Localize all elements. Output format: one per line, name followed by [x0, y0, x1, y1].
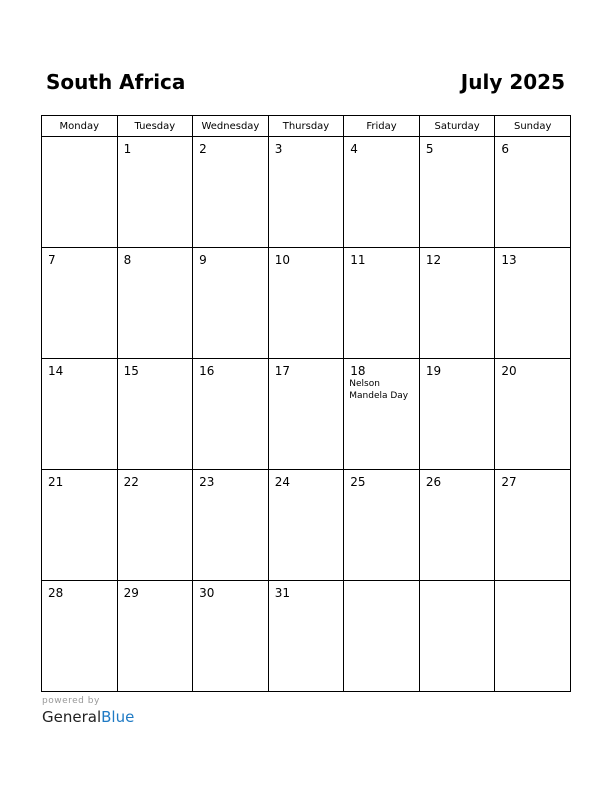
day-number: 27	[501, 475, 517, 489]
calendar-day-cell	[419, 581, 495, 692]
day-number: 12	[425, 253, 442, 267]
country-title: South Africa	[46, 70, 186, 94]
calendar-day-cell	[268, 581, 344, 692]
calendar-day-cell	[419, 248, 495, 359]
calendar-day-cell	[193, 137, 269, 248]
day-number: 11	[350, 253, 366, 267]
calendar-day-cell	[268, 248, 344, 359]
calendar-day-cell	[419, 470, 495, 581]
calendar-day-cell	[268, 137, 344, 248]
day-number: 13	[501, 253, 517, 267]
calendar-day-cell	[495, 248, 571, 359]
day-number: 22	[123, 475, 139, 489]
weekday-header: Friday	[344, 116, 420, 137]
brand-blue: Blue	[101, 708, 135, 726]
day-number: 10	[274, 253, 290, 267]
weekday-header: Tuesday	[117, 116, 193, 137]
day-number: 1	[123, 142, 132, 156]
calendar-day-cell	[344, 137, 420, 248]
day-number: 20	[501, 364, 517, 378]
calendar-day-cell	[117, 248, 193, 359]
calendar-day-cell	[193, 248, 269, 359]
calendar-day-cell	[268, 470, 344, 581]
day-number: 28	[48, 586, 64, 600]
calendar-week-row	[42, 581, 571, 692]
calendar-day-cell	[268, 359, 344, 470]
calendar-day-cell	[42, 470, 118, 581]
day-number: 15	[123, 364, 139, 378]
month-year-title: July 2025	[460, 70, 565, 94]
day-number: 21	[48, 475, 64, 489]
weekday-header: Sunday	[495, 116, 571, 137]
day-number: 5	[425, 142, 434, 156]
calendar-day-cell	[193, 470, 269, 581]
calendar-day-cell	[495, 581, 571, 692]
calendar-day-cell	[117, 137, 193, 248]
day-number: 3	[274, 142, 283, 156]
brand-general: General	[42, 708, 102, 726]
calendar-week-row	[42, 137, 571, 248]
weekday-header: Saturday	[419, 116, 495, 137]
day-number: 7	[48, 253, 56, 267]
calendar-day-cell	[419, 359, 495, 470]
calendar-day-cell	[495, 137, 571, 248]
calendar-day-cell	[117, 470, 193, 581]
day-number: 6	[501, 142, 510, 156]
calendar-day-cell	[42, 581, 118, 692]
day-number: 14	[48, 364, 64, 378]
day-number: 17	[274, 364, 290, 378]
calendar-grid	[41, 115, 571, 692]
weekday-header: Thursday	[268, 116, 344, 137]
calendar-day-cell	[344, 470, 420, 581]
calendar-day-cell	[117, 359, 193, 470]
day-number: 23	[199, 475, 215, 489]
day-number: 25	[350, 475, 366, 489]
day-number: 30	[199, 586, 215, 600]
brand-logo	[42, 708, 134, 726]
calendar-week-row	[42, 248, 571, 359]
day-number: 8	[123, 253, 132, 267]
day-number: 2	[199, 142, 207, 156]
calendar-day-cell	[42, 137, 118, 248]
day-number: 19	[425, 364, 442, 378]
day-number: 4	[350, 142, 358, 156]
weekday-header: Wednesday	[193, 116, 269, 137]
calendar-day-cell	[495, 359, 571, 470]
calendar-day-cell	[495, 470, 571, 581]
day-number: 31	[274, 586, 290, 600]
calendar-day-cell	[42, 248, 118, 359]
calendar-week-row	[42, 470, 571, 581]
calendar-day-cell	[193, 359, 269, 470]
day-number: 18	[350, 364, 366, 378]
calendar-day-cell	[117, 581, 193, 692]
calendar-day-cell	[42, 359, 118, 470]
calendar-week-row	[42, 359, 571, 470]
day-number: 24	[274, 475, 290, 489]
calendar-day-cell	[193, 581, 269, 692]
calendar-day-cell	[344, 359, 420, 470]
footer-branding	[42, 696, 134, 726]
calendar-day-cell	[344, 581, 420, 692]
day-number: 29	[123, 586, 139, 600]
day-number: 26	[425, 475, 442, 489]
weekday-header-row	[42, 116, 571, 137]
day-number: 9	[199, 253, 207, 267]
holiday-label: Nelson Mandela Day	[349, 379, 409, 401]
calendar-day-cell	[419, 137, 495, 248]
calendar-header	[46, 70, 565, 100]
weekday-header: Monday	[42, 116, 118, 137]
calendar-day-cell	[344, 248, 420, 359]
powered-by-label: powered by	[42, 696, 100, 706]
day-number: 16	[199, 364, 215, 378]
